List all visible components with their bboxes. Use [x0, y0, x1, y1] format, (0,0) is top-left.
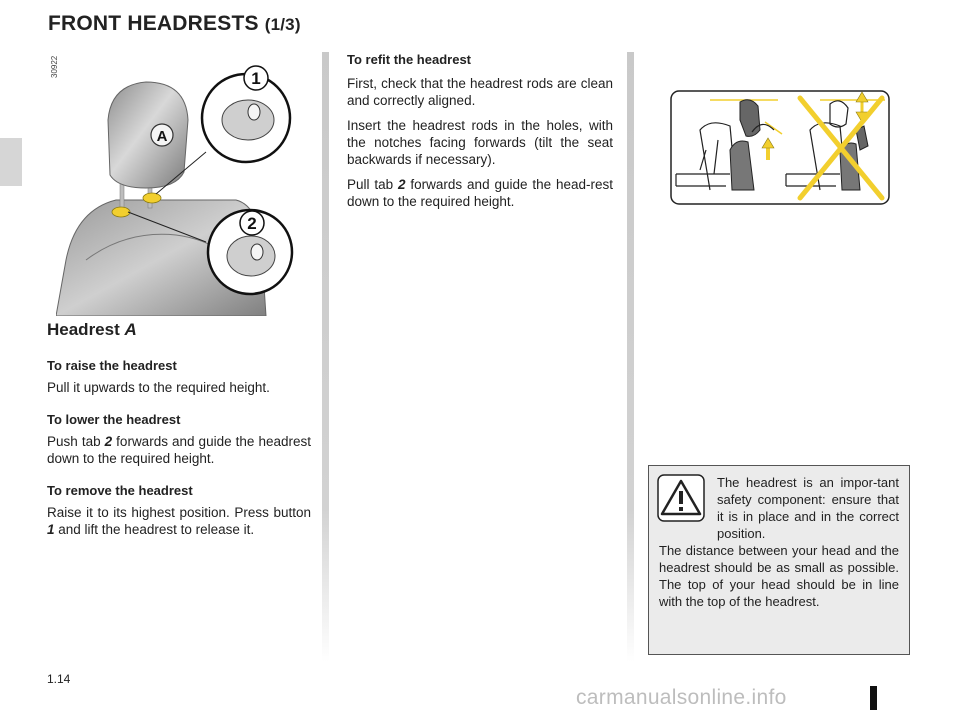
bookmark-marker [870, 686, 877, 710]
warning-text-indented: The headrest is an impor-tant safety component: ensure that it is in place and in the correct position. [717, 475, 899, 541]
button-1-marker [143, 193, 161, 203]
refit-title: To refit the headrest [347, 52, 472, 67]
remove-ref: 1 [47, 522, 55, 537]
lower-text-b: forwards and guide the headrest down to the required height. [47, 434, 311, 466]
middle-column [347, 52, 613, 210]
raise-title: To raise the headrest [47, 358, 177, 373]
refit-text-1: First, check that the headrest rods are clean and correctly aligned. [347, 76, 613, 108]
page-number: 1.14 [47, 672, 71, 686]
remove-text-b: and lift the headrest to release it. [54, 522, 255, 537]
warning-icon [657, 474, 705, 522]
warning-text-full: The distance between your head and the headrest should be as small as possible. The top of your head should be in line with the top of the headrest. [659, 543, 899, 609]
label-two: 2 [247, 214, 257, 233]
remove-title: To remove the headrest [47, 483, 193, 498]
heading-letter: A [124, 320, 137, 339]
page-title [48, 12, 301, 36]
section-heading [47, 320, 311, 340]
column-divider-right [627, 52, 634, 662]
seating-position-illustration [670, 90, 890, 206]
lower-ref: 2 [104, 434, 113, 449]
refit-text-3b: forwards and guide the head-rest down to the required height. [347, 177, 614, 209]
remove-text [47, 504, 311, 538]
lower-title: To lower the headrest [47, 412, 181, 427]
refit-ref: 2 [398, 177, 406, 192]
warning-box [648, 465, 910, 655]
lower-text-a: Push tab [47, 434, 105, 449]
page-title-text: FRONT HEADRESTS [48, 12, 259, 35]
heading-text: Headrest [47, 320, 120, 339]
raise-text: Pull it upwards to the required height. [47, 380, 270, 395]
lower-text [47, 433, 311, 467]
left-column [47, 320, 311, 538]
refit-text-3a: Pull tab [347, 177, 399, 192]
page-title-suffix: (1/3) [264, 15, 301, 34]
remove-text-a: Raise it to its highest position. Press button [47, 505, 311, 520]
watermark-text: carmanualsonline.info [576, 686, 787, 709]
column-divider-left [322, 52, 329, 662]
refit-text-2: Insert the headrest rods in the holes, with the notches facing forwards (tilt the seat backwards if necessary). [347, 118, 613, 167]
label-one: 1 [251, 69, 261, 88]
figure-reference-code: 30922 [50, 55, 59, 78]
tab-2-marker [112, 207, 130, 217]
section-tab-marker [0, 138, 22, 186]
headrest-illustration [56, 60, 306, 316]
refit-text-3 [347, 176, 613, 210]
label-a: A [156, 128, 168, 145]
